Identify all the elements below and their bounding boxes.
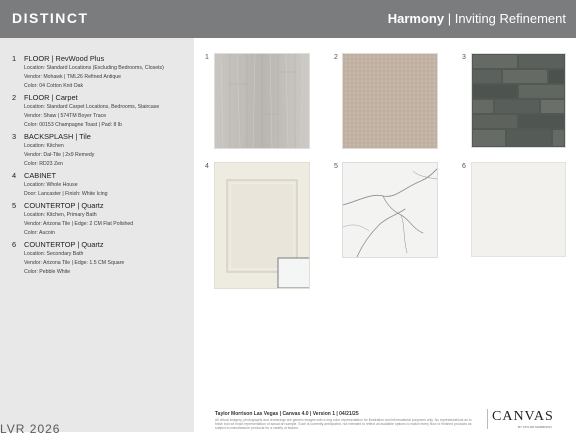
spec-title: FLOOR | RevWood Plus [24, 54, 105, 63]
spec-line: Vendor: Dal-Tile | 2x9 Remedy [24, 152, 95, 158]
spec-line: Color: RD23 Zen [24, 161, 63, 167]
spec-line: Color: 00153 Champagne Toast | Pad: 8 lb [24, 122, 122, 128]
spec-line: Vendor: Mohawk | TML26 Refined Antique [24, 74, 121, 80]
spec-line: Color: Pebble White [24, 269, 71, 275]
spec-number: 1 [12, 54, 17, 63]
spec-number: 5 [12, 201, 17, 210]
quartz-white-swatch [471, 162, 566, 257]
swatch-number: 5 [334, 163, 338, 170]
spec-line: Location: Standard Locations (Excluding Bedrooms, Closets) [24, 65, 164, 71]
cabinet-swatch [214, 162, 310, 289]
spec-number: 2 [12, 93, 17, 102]
swatch-number: 4 [205, 163, 209, 170]
spec-line: Door: Lancaster | Finish: White Icing [24, 191, 108, 197]
carpet-swatch [342, 53, 438, 149]
tile-swatch [471, 53, 566, 148]
spec-item [12, 131, 192, 169]
header-bar [0, 0, 576, 38]
canvas-logo: CANVAS [492, 409, 554, 424]
collection-tagline: Inviting Refinement [454, 11, 566, 26]
wood-floor-swatch [214, 53, 310, 149]
footer-title: Taylor Morrison Las Vegas | Canvas 4.0 | Version 1 | 04/21/25 [215, 411, 359, 417]
marble-icon [343, 163, 437, 257]
swatch-number: 3 [462, 54, 466, 61]
footer-divider [487, 409, 488, 429]
tile-icon [472, 54, 565, 147]
spec-line: Vendor: Shaw | 574TM Boyer Trace [24, 113, 107, 119]
swatch-number: 2 [334, 54, 338, 61]
spec-item [12, 53, 192, 91]
spec-number: 3 [12, 132, 17, 141]
collection-name: Harmony [387, 11, 445, 26]
spec-line: Vendor: Arizona Tile | Edge: 1.5 CM Square [24, 260, 125, 266]
spec-line: Location: Secondary Bath [24, 251, 84, 257]
spec-number: 4 [12, 171, 17, 180]
footer-disclaimer: All virtual imagery, photographs and renderings are generic images with a ring color representation for illustration and informational purposes only. No representations as to finish but not exact representation of actual art sample. Such is currently anticipated, not intended to reflect all available options to match every floor or finished products as subject to manufacturer products for a variety of factors. [215, 418, 472, 430]
spec-item [12, 92, 192, 130]
collection-title [388, 11, 566, 26]
cabinet-door-icon [215, 163, 309, 288]
watermark: LVR 2026 [0, 422, 61, 436]
spec-title: BACKSPLASH | Tile [24, 132, 91, 141]
spec-title: FLOOR | Carpet [24, 93, 78, 102]
spec-sidebar [0, 38, 194, 436]
spec-line: Location: Standard Carpet Locations, Bedrooms, Staircase [24, 104, 160, 110]
collection-separator: | [444, 11, 455, 26]
spec-line: Color: 04 Cotton Knit Oak [24, 83, 84, 89]
spec-item [12, 239, 192, 277]
swatch-number: 1 [205, 54, 209, 61]
spec-line: Color: Aucoin [24, 230, 55, 236]
wood-floor-icon [215, 54, 309, 148]
spec-line: Location: Kitchen, Primary Bath [24, 212, 97, 218]
spec-line: Vendor: Arizona Tile | Edge: 2 CM Flat Polished [24, 221, 134, 227]
canvas-logo-subtitle: BY TAYLOR MORRISON [518, 425, 552, 429]
spec-item [12, 170, 192, 199]
spec-number: 6 [12, 240, 17, 249]
swatch-number: 6 [462, 163, 466, 170]
spec-title: CABINET [24, 171, 57, 180]
carpet-icon [343, 54, 437, 148]
brand-title: DISTINCT [12, 10, 89, 26]
spec-title: COUNTERTOP | Quartz [24, 240, 104, 249]
quartz-marble-swatch [342, 162, 438, 258]
spec-line: Location: Kitchen [24, 143, 64, 149]
spec-line: Location: Whole House [24, 182, 78, 188]
spec-title: COUNTERTOP | Quartz [24, 201, 104, 210]
spec-item [12, 200, 192, 238]
